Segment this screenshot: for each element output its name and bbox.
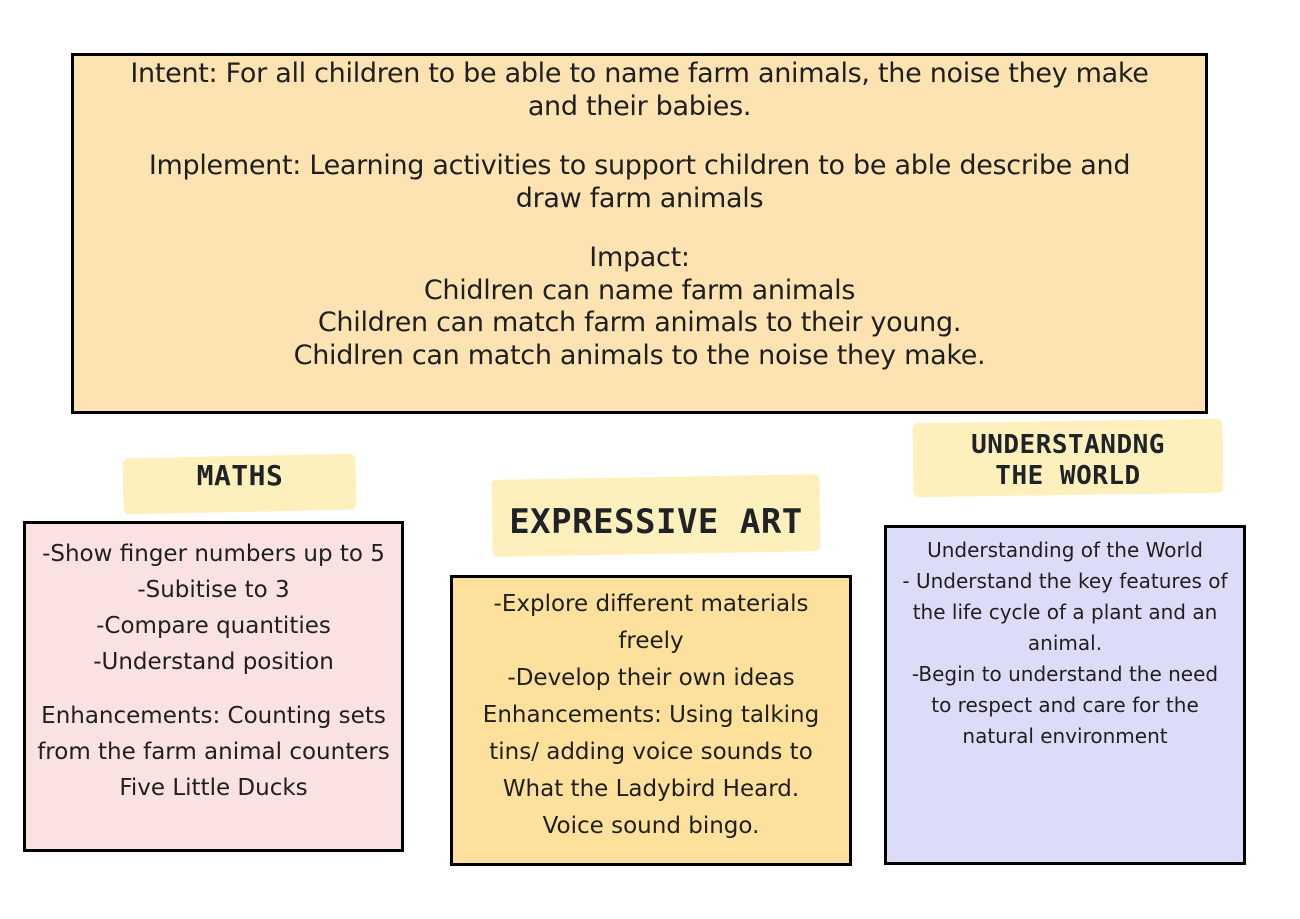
maths-item: -Show finger numbers up to 5 bbox=[42, 541, 385, 567]
maths-box bbox=[23, 521, 404, 852]
art-enhancement: Voice sound bingo. bbox=[542, 813, 760, 839]
spacer bbox=[74, 123, 1205, 150]
understanding-world-heading bbox=[915, 430, 1221, 492]
maths-enhancement: from the farm animal counters bbox=[37, 739, 390, 765]
understanding-world-box bbox=[884, 525, 1246, 865]
impact-line-1: Chidlren can name farm animals bbox=[423, 274, 856, 306]
world-item: -Begin to understand the need bbox=[911, 662, 1219, 686]
maths-item: -Subitise to 3 bbox=[137, 577, 290, 603]
maths-enhancement: Five Little Ducks bbox=[119, 775, 308, 801]
impact-line-2: Children can match farm animals to their young. bbox=[317, 307, 962, 338]
maths-enhancement: Enhancements: Counting sets bbox=[41, 703, 386, 729]
maths-heading: MATHS bbox=[196, 459, 284, 492]
world-item: to respect and care for the bbox=[931, 693, 1199, 717]
implement-line-2: draw farm animals bbox=[515, 182, 764, 214]
art-item: freely bbox=[618, 628, 684, 654]
world-item: animal. bbox=[1027, 631, 1103, 655]
art-enhancement: tins/ adding voice sounds to bbox=[489, 739, 813, 765]
impact-heading: Impact: bbox=[589, 242, 690, 273]
intent-line-1: Intent: For all children to be able to name farm animals, the noise they make bbox=[130, 58, 1149, 89]
world-item: - Understand the key features of bbox=[902, 569, 1228, 593]
art-enhancement: Enhancements: Using talking bbox=[482, 702, 820, 728]
intent-line-2: and their babies. bbox=[527, 90, 752, 122]
intent-implement-impact-box bbox=[71, 53, 1208, 414]
maths-item: -Understand position bbox=[93, 649, 334, 675]
art-item: -Explore different materials bbox=[493, 591, 809, 617]
spacer bbox=[26, 680, 401, 698]
world-item: Understanding of the World bbox=[927, 538, 1203, 562]
art-enhancement: What the Ladybird Heard. bbox=[502, 776, 800, 802]
expressive-art-heading: EXPRESSIVE ART bbox=[509, 502, 803, 542]
art-item: -Develop their own ideas bbox=[507, 665, 795, 691]
impact-line-3: Chidlren can match animals to the noise they make. bbox=[293, 339, 986, 371]
expressive-art-box bbox=[450, 575, 852, 866]
implement-line-1: Implement: Learning activities to support children to be able describe and bbox=[148, 150, 1131, 181]
spacer bbox=[74, 215, 1205, 242]
world-item: the life cycle of a plant and an bbox=[912, 600, 1218, 624]
world-item: natural environment bbox=[962, 724, 1168, 748]
maths-item: -Compare quantities bbox=[96, 613, 331, 639]
heading-line: THE WORLD bbox=[995, 461, 1141, 491]
heading-line: UNDERSTANDNG bbox=[971, 430, 1165, 460]
